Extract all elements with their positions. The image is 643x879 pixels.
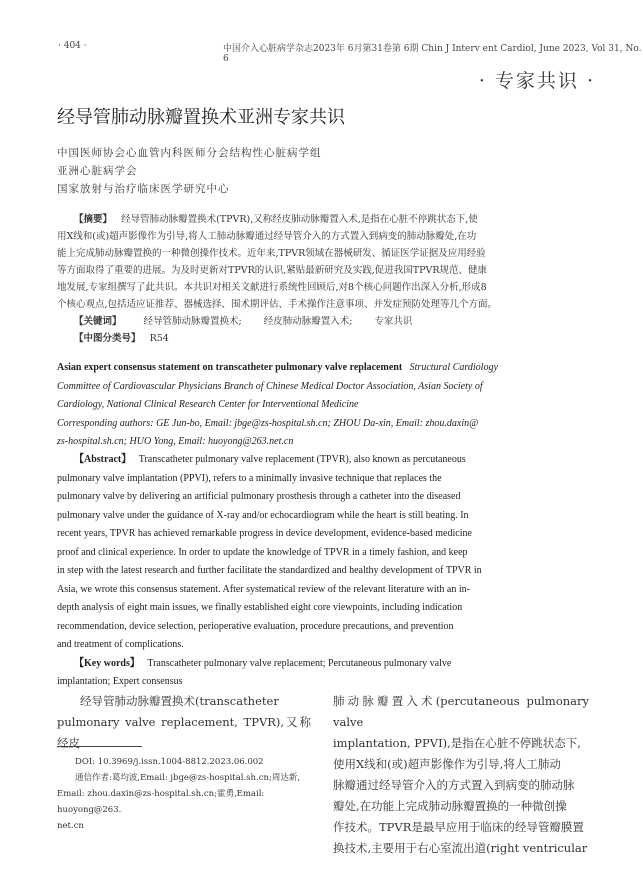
body-column-left: [57, 691, 311, 754]
footnote: [57, 754, 315, 834]
english-heading: [57, 359, 586, 452]
author-line: Cardiology, National Clinical Research Center for Interventional Medicine: [57, 399, 359, 410]
abstract-en-line: Transcatheter pulmonary valve replacement (TPVR), also known as percutaneous: [138, 454, 466, 465]
abstract-en-line: pulmonary valve implantation (PPVI), refers to a minimally invasive technique that replaces the: [57, 472, 442, 484]
abstract-en-line: Asia, we wrote this consensus statement. After systematical review of the relevant literature with an in-: [57, 583, 470, 595]
abstract-cn-line: 地发展,专家组撰写了此共识。本共识对相关文献进行系统性回顾后,对8个核心问题作出深入分析,形成8: [57, 282, 487, 293]
body-line: 脉瓣通过经导管介入的方式置入到病变的肺动脉: [333, 778, 575, 792]
abstract-cn-line: 能上完成肺动脉瓣置换的一种微创操作技术。近年来,TPVR领域在器械研发、循证医学证据及应用经验: [57, 248, 486, 259]
body-line: 瓣处,在功能上完成肺动脉瓣置换的一种微创操: [333, 799, 567, 813]
classification-cn: [57, 330, 586, 347]
affiliation: 中国医师协会心血管内科医师分会结构性心脏病学组: [57, 147, 322, 159]
footnote-line: net.cn: [57, 821, 84, 831]
keyword: 经导管肺动脉瓣置换术;: [143, 316, 242, 327]
abstract-en-line: and treatment of complications.: [57, 639, 184, 650]
keywords-cn: [57, 313, 586, 330]
abstract-cn-label: 【摘要】: [74, 214, 113, 225]
keyword: 专家共识: [374, 316, 413, 327]
affiliation: 亚洲心脏病学会: [57, 165, 138, 177]
footnote-line: 通信作者:葛均波,Email: jbge@zs-hospital.sh.cn;周达新,: [75, 773, 301, 783]
footnote-divider: [57, 746, 142, 747]
body-line: 作技术。TPVR是最早应用于临床的经导管瓣膜置: [333, 820, 584, 834]
abstract-cn: [57, 211, 586, 347]
footnote-line: Email: zhou.daxin@zs-hospital.sh.cn;霍勇,Email: huoyong@263.: [57, 789, 265, 815]
keywords-cn-label: 【关键词】: [74, 316, 122, 327]
keywords-en-line: implantation; Expert consensus: [57, 676, 183, 687]
author-line: Structural Cardiology: [409, 362, 498, 373]
journal-header: 中国介入心脏病学杂志2023年 6月第31卷第 6期 Chin J Interv ent Cardiol, June 2023, Vol 31, No. 6: [223, 44, 642, 64]
body-line: 换技术,主要用于右心室流出道(right ventricular: [333, 841, 588, 855]
body-line: 经导管肺动脉瓣置换术(transcatheter: [80, 694, 279, 708]
abstract-cn-line: 用X线和(或)超声影像作为引导,将人工肺动脉瓣通过经导管介入的方式置入到病变的肺动脉瓣处,在功: [57, 231, 477, 242]
body-line: 使用X线和(或)超声影像作为引导,将人工肺动: [333, 757, 561, 771]
body-column-right: [333, 691, 589, 859]
keywords-en-label: 【Key words】: [74, 657, 140, 669]
page-number: · 404 ·: [58, 41, 87, 51]
abstract-cn-line: 经导管肺动脉瓣置换术(TPVR),又称经皮肺动脉瓣置入术,是指在心脏不停跳状态下,使: [121, 214, 478, 225]
body-line: pulmonary valve replacement, TPVR),又称经皮: [57, 715, 311, 750]
corresponding-authors: zs-hospital.sh.cn; HUO Yong, Email: huoyong@263.net.cn: [57, 436, 294, 447]
abstract-en-label: 【Abstract】: [74, 454, 132, 465]
abstract-cn-line: 个核心观点,包括适应证推荐、器械选择、围术期评估、手术操作注意事项、并发症预防处理等几个方面。: [57, 299, 498, 310]
body-line: implantation, PPVI),是指在心脏不停跳状态下,: [333, 736, 581, 750]
doi: DOI: 10.3969/j.issn.1004-8812.2023.06.002: [75, 757, 264, 767]
section-tag: · 专家共识 ·: [478, 70, 595, 92]
abstract-en-line: pulmonary valve by delivering an artificial pulmonary prosthesis through a catheter into the diseased: [57, 491, 461, 502]
keywords-en-line: Transcatheter pulmonary valve replacement; Percutaneous pulmonary valve: [147, 657, 452, 669]
abstract-en: [57, 451, 586, 692]
abstract-en-line: depth analysis of eight main issues, we finally established eight core viewpoints, including indication: [57, 602, 463, 613]
abstract-en-line: proof and clinical experience. In order to update the knowledge of TPVR in a timely fashion, and keep: [57, 546, 468, 558]
abstract-en-line: recommendation, device selection, perioperative evaluation, procedure precautions, and prevention: [57, 620, 454, 632]
article-title: 经导管肺动脉瓣置换术亚洲专家共识: [57, 107, 345, 128]
classification-value: R54: [149, 333, 169, 344]
abstract-en-line: recent years, TPVR has achieved remarkable progress in device development, evidence-based medicine: [57, 528, 472, 539]
keyword: 经皮肺动脉瓣置入术;: [263, 316, 353, 327]
affiliation: 国家放射与治疗临床医学研究中心: [57, 183, 230, 195]
abstract-cn-line: 等方面取得了重要的进展。为及时更新对TPVR的认识,紧贴最新研究及实践,促进我国TPVR规范、健康: [57, 265, 488, 276]
author-line: Committee of Cardiovascular Physicians Branch of Chinese Medical Doctor Association, Asian Society of: [57, 380, 483, 392]
body-line: 肺动脉瓣置入术(percutaneous pulmonary valve: [333, 694, 589, 729]
classification-label: 【中图分类号】: [74, 333, 141, 344]
abstract-en-line: in step with the latest research and further facilitate the standardized and healthy development of TPVR in: [57, 565, 482, 576]
corresponding-authors: Corresponding authors: GE Jun-bo, Email: jbge@zs-hospital.sh.cn; ZHOU Da-xin, Email: zhou.daxin@: [57, 417, 479, 429]
english-title: Asian expert consensus statement on transcatheter pulmonary valve replacement: [57, 362, 403, 373]
abstract-en-line: pulmonary valve under the guidance of X-ray and/or echocardiogram while the heart is still beating. In: [57, 509, 469, 521]
